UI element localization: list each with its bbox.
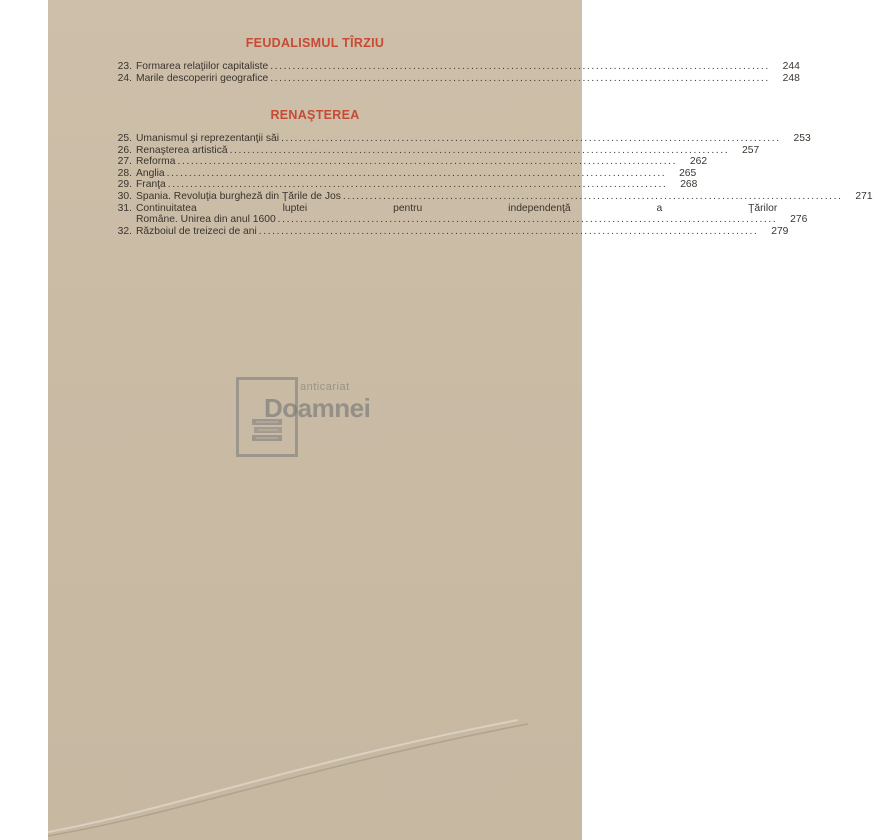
entry-page: 265 [679,167,697,179]
entry-number: 28. [117,167,132,179]
entry-title: Reforma [136,156,176,168]
entry-number: 32. [117,225,132,237]
entry-title: Marile descoperiri geografice [136,72,269,84]
entry-number: 26. [117,144,132,156]
dot-leader: ................................................................................................................ [277,214,778,226]
entry-title: Umanismul şi reprezentanţii săi [136,133,280,144]
anticariat-watermark [236,377,401,459]
toc-entry[interactable] [106,133,811,145]
entry-number: 25. [117,133,132,144]
watermark-small-text: anticariat [300,381,350,393]
toc-entry[interactable] [106,61,800,73]
entry-page: 257 [742,144,760,156]
entry-number: 31. [117,202,132,214]
toc-list-renaissance [106,133,873,237]
dot-leader: ................................................................................................................ [342,190,843,202]
entry-title: Formarea relaţiilor capitaliste [136,61,269,72]
entry-title: Spania. Revoluţia burgheză din Ţările de Jos [136,190,341,202]
entry-title: Anglia [136,167,165,179]
dot-leader: ................................................................................................................ [166,167,667,179]
entry-page: 244 [782,61,800,72]
entry-title: Renaşterea artistică [136,144,228,156]
entry-page: 248 [782,72,800,84]
toc-entry[interactable] [106,167,697,180]
toc-entry[interactable] [106,225,789,238]
toc-entry[interactable] [106,179,698,191]
entry-number: 27. [117,156,132,168]
entry-title-line2: Române. Unirea din anul 1600 [136,214,276,226]
toc-entry[interactable] [106,144,760,157]
toc-entry[interactable] [106,190,873,203]
entry-title: Războiul de treizeci de ani [136,225,257,237]
toc-entry[interactable] [106,202,808,226]
entry-number: 29. [117,179,132,191]
entry-title-line2-row [136,214,807,226]
toc-entry[interactable] [106,156,708,168]
section-title-feudalism: FEUDALISMUL TÎRZIU [245,36,385,50]
toc-list-feudalism [106,61,800,84]
entry-title: Franţa [136,179,166,191]
entry-page: 268 [680,179,698,191]
dot-leader: ................................................................................................................ [167,179,668,191]
entry-number: 24. [117,72,132,84]
entry-page: 279 [771,225,789,237]
dot-leader: ................................................................................................................ [177,156,678,168]
entry-page: 276 [790,214,808,226]
dot-leader: ................................................................................................................ [270,61,770,72]
entry-page: 262 [689,156,708,168]
section-title-renaissance: RENAŞTEREA [270,108,360,122]
entry-title-block [136,203,807,226]
entry-number: 23. [117,61,132,72]
entry-number: 30. [117,190,132,202]
dot-leader: ................................................................................................................ [281,133,781,144]
dot-leader: ................................................................................................................ [258,225,759,237]
dot-leader: ................................................................................................................ [270,72,770,84]
book-page [48,0,873,840]
watermark-big-text: Doamnei [264,393,371,423]
entry-title-line1: Continuitatea luptei pentru independenţă a Ţărilor [136,202,778,214]
entry-page: 271 [855,190,873,202]
entry-page: 253 [793,133,811,144]
toc-entry[interactable] [106,72,800,85]
paper-crease [48,700,582,840]
dot-leader: ................................................................................................................ [229,144,730,156]
